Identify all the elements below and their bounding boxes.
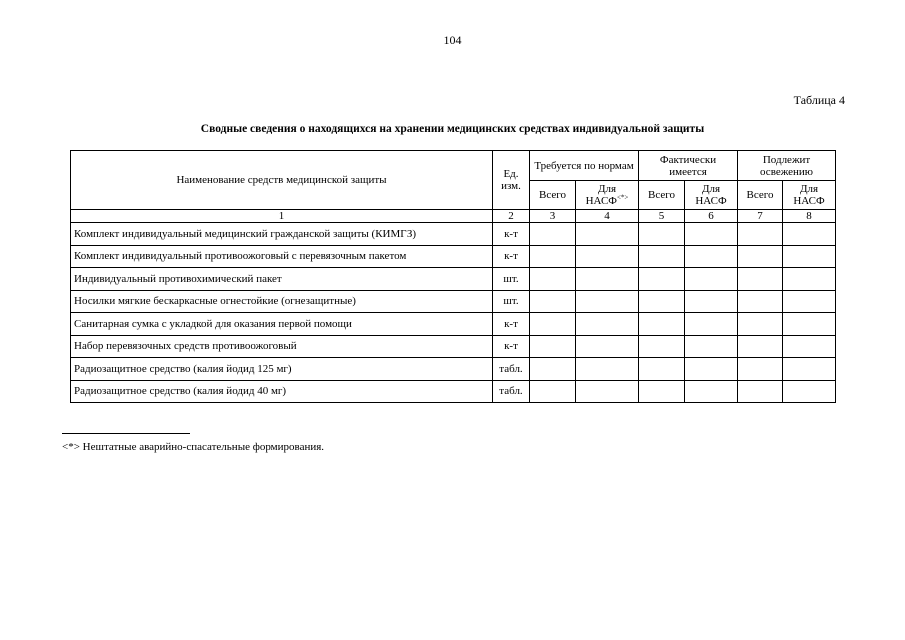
actual-total-cell[interactable] <box>639 335 685 358</box>
header-required: Требуется по нормам <box>530 151 639 181</box>
refresh-total-cell[interactable] <box>738 358 783 381</box>
actual-total-cell[interactable] <box>639 223 685 246</box>
header-required-nasf <box>576 181 639 210</box>
item-unit: к-т <box>493 245 530 268</box>
page-number: 104 <box>443 33 462 47</box>
actual-total-cell[interactable] <box>639 290 685 313</box>
header-name: Наименование средств медицинской защиты <box>71 151 493 210</box>
item-name: Комплект индивидуальный медицинский гражданской защиты (КИМГЗ) <box>71 223 493 246</box>
actual-total-cell[interactable] <box>639 268 685 291</box>
actual-total-cell[interactable] <box>639 313 685 336</box>
header-required-total: Всего <box>530 181 576 210</box>
table-row <box>71 335 836 358</box>
required-nasf-cell[interactable] <box>576 268 639 291</box>
item-name: Радиозащитное средство (калия йодид 125 мг) <box>71 358 493 381</box>
actual-total-cell[interactable] <box>639 358 685 381</box>
refresh-total-cell[interactable] <box>738 380 783 403</box>
table-row <box>71 290 836 313</box>
required-total-cell[interactable] <box>530 358 576 381</box>
required-total-cell[interactable] <box>530 223 576 246</box>
refresh-total-cell[interactable] <box>738 245 783 268</box>
table-row <box>71 358 836 381</box>
required-total-cell[interactable] <box>530 335 576 358</box>
footnote-divider <box>62 433 190 434</box>
refresh-nasf-cell[interactable] <box>783 313 836 336</box>
header-refresh: Подлежит освежению <box>738 151 836 181</box>
footnote: <*> Нештатные аварийно-спасательные формирования. <box>62 441 325 453</box>
table-row <box>71 380 836 403</box>
required-nasf-cell[interactable] <box>576 223 639 246</box>
required-total-cell[interactable] <box>530 313 576 336</box>
refresh-nasf-cell[interactable] <box>783 223 836 246</box>
item-unit: к-т <box>493 223 530 246</box>
item-name: Санитарная сумка с укладкой для оказания первой помощи <box>71 313 493 336</box>
required-total-cell[interactable] <box>530 245 576 268</box>
refresh-total-cell[interactable] <box>738 268 783 291</box>
column-number: 1 <box>71 210 493 223</box>
table-row <box>71 245 836 268</box>
required-total-cell[interactable] <box>530 380 576 403</box>
table-row <box>71 268 836 291</box>
item-name: Комплект индивидуальный противоожоговый с перевязочным пакетом <box>71 245 493 268</box>
required-nasf-cell[interactable] <box>576 358 639 381</box>
header-actual-nasf: Для НАСФ <box>685 181 738 210</box>
item-name: Индивидуальный противохимический пакет <box>71 268 493 291</box>
actual-nasf-cell[interactable] <box>685 223 738 246</box>
required-nasf-cell[interactable] <box>576 245 639 268</box>
column-number: 3 <box>530 210 576 223</box>
item-name: Набор перевязочных средств противоожоговый <box>71 335 493 358</box>
column-numbers-row <box>71 210 836 223</box>
required-total-cell[interactable] <box>530 268 576 291</box>
required-nasf-cell[interactable] <box>576 290 639 313</box>
actual-nasf-cell[interactable] <box>685 245 738 268</box>
item-unit: табл. <box>493 380 530 403</box>
document-title: Сводные сведения о находящихся на хранении медицинских средствах индивидуальной защиты <box>200 123 705 135</box>
footnote-mark: <*> <box>616 193 629 202</box>
table-row <box>71 223 836 246</box>
item-name: Радиозащитное средство (калия йодид 40 мг) <box>71 380 493 403</box>
actual-nasf-cell[interactable] <box>685 335 738 358</box>
item-unit: к-т <box>493 313 530 336</box>
column-number: 5 <box>639 210 685 223</box>
actual-nasf-cell[interactable] <box>685 358 738 381</box>
table-row <box>71 313 836 336</box>
actual-total-cell[interactable] <box>639 245 685 268</box>
refresh-total-cell[interactable] <box>738 223 783 246</box>
item-unit: табл. <box>493 358 530 381</box>
table-caption: Таблица 4 <box>793 93 845 107</box>
header-actual-total: Всего <box>639 181 685 210</box>
refresh-nasf-cell[interactable] <box>783 290 836 313</box>
item-unit: шт. <box>493 290 530 313</box>
nasf-label: Для НАСФ <box>585 183 617 207</box>
item-name: Носилки мягкие бескаркасные огнестойкие (огнезащитные) <box>71 290 493 313</box>
column-number: 2 <box>493 210 530 223</box>
column-number: 7 <box>738 210 783 223</box>
actual-nasf-cell[interactable] <box>685 313 738 336</box>
actual-total-cell[interactable] <box>639 380 685 403</box>
required-nasf-cell[interactable] <box>576 335 639 358</box>
item-unit: к-т <box>493 335 530 358</box>
refresh-nasf-cell[interactable] <box>783 245 836 268</box>
refresh-total-cell[interactable] <box>738 335 783 358</box>
refresh-nasf-cell[interactable] <box>783 358 836 381</box>
actual-nasf-cell[interactable] <box>685 380 738 403</box>
actual-nasf-cell[interactable] <box>685 268 738 291</box>
refresh-total-cell[interactable] <box>738 313 783 336</box>
refresh-total-cell[interactable] <box>738 290 783 313</box>
item-unit: шт. <box>493 268 530 291</box>
column-number: 4 <box>576 210 639 223</box>
refresh-nasf-cell[interactable] <box>783 268 836 291</box>
column-number: 6 <box>685 210 738 223</box>
header-unit: Ед. изм. <box>493 151 530 210</box>
actual-nasf-cell[interactable] <box>685 290 738 313</box>
required-nasf-cell[interactable] <box>576 313 639 336</box>
header-actual: Фактически имеется <box>639 151 738 181</box>
protective-equipment-table <box>70 150 836 403</box>
header-refresh-nasf: Для НАСФ <box>783 181 836 210</box>
required-nasf-cell[interactable] <box>576 380 639 403</box>
column-number: 8 <box>783 210 836 223</box>
required-total-cell[interactable] <box>530 290 576 313</box>
refresh-nasf-cell[interactable] <box>783 335 836 358</box>
refresh-nasf-cell[interactable] <box>783 380 836 403</box>
header-refresh-total: Всего <box>738 181 783 210</box>
